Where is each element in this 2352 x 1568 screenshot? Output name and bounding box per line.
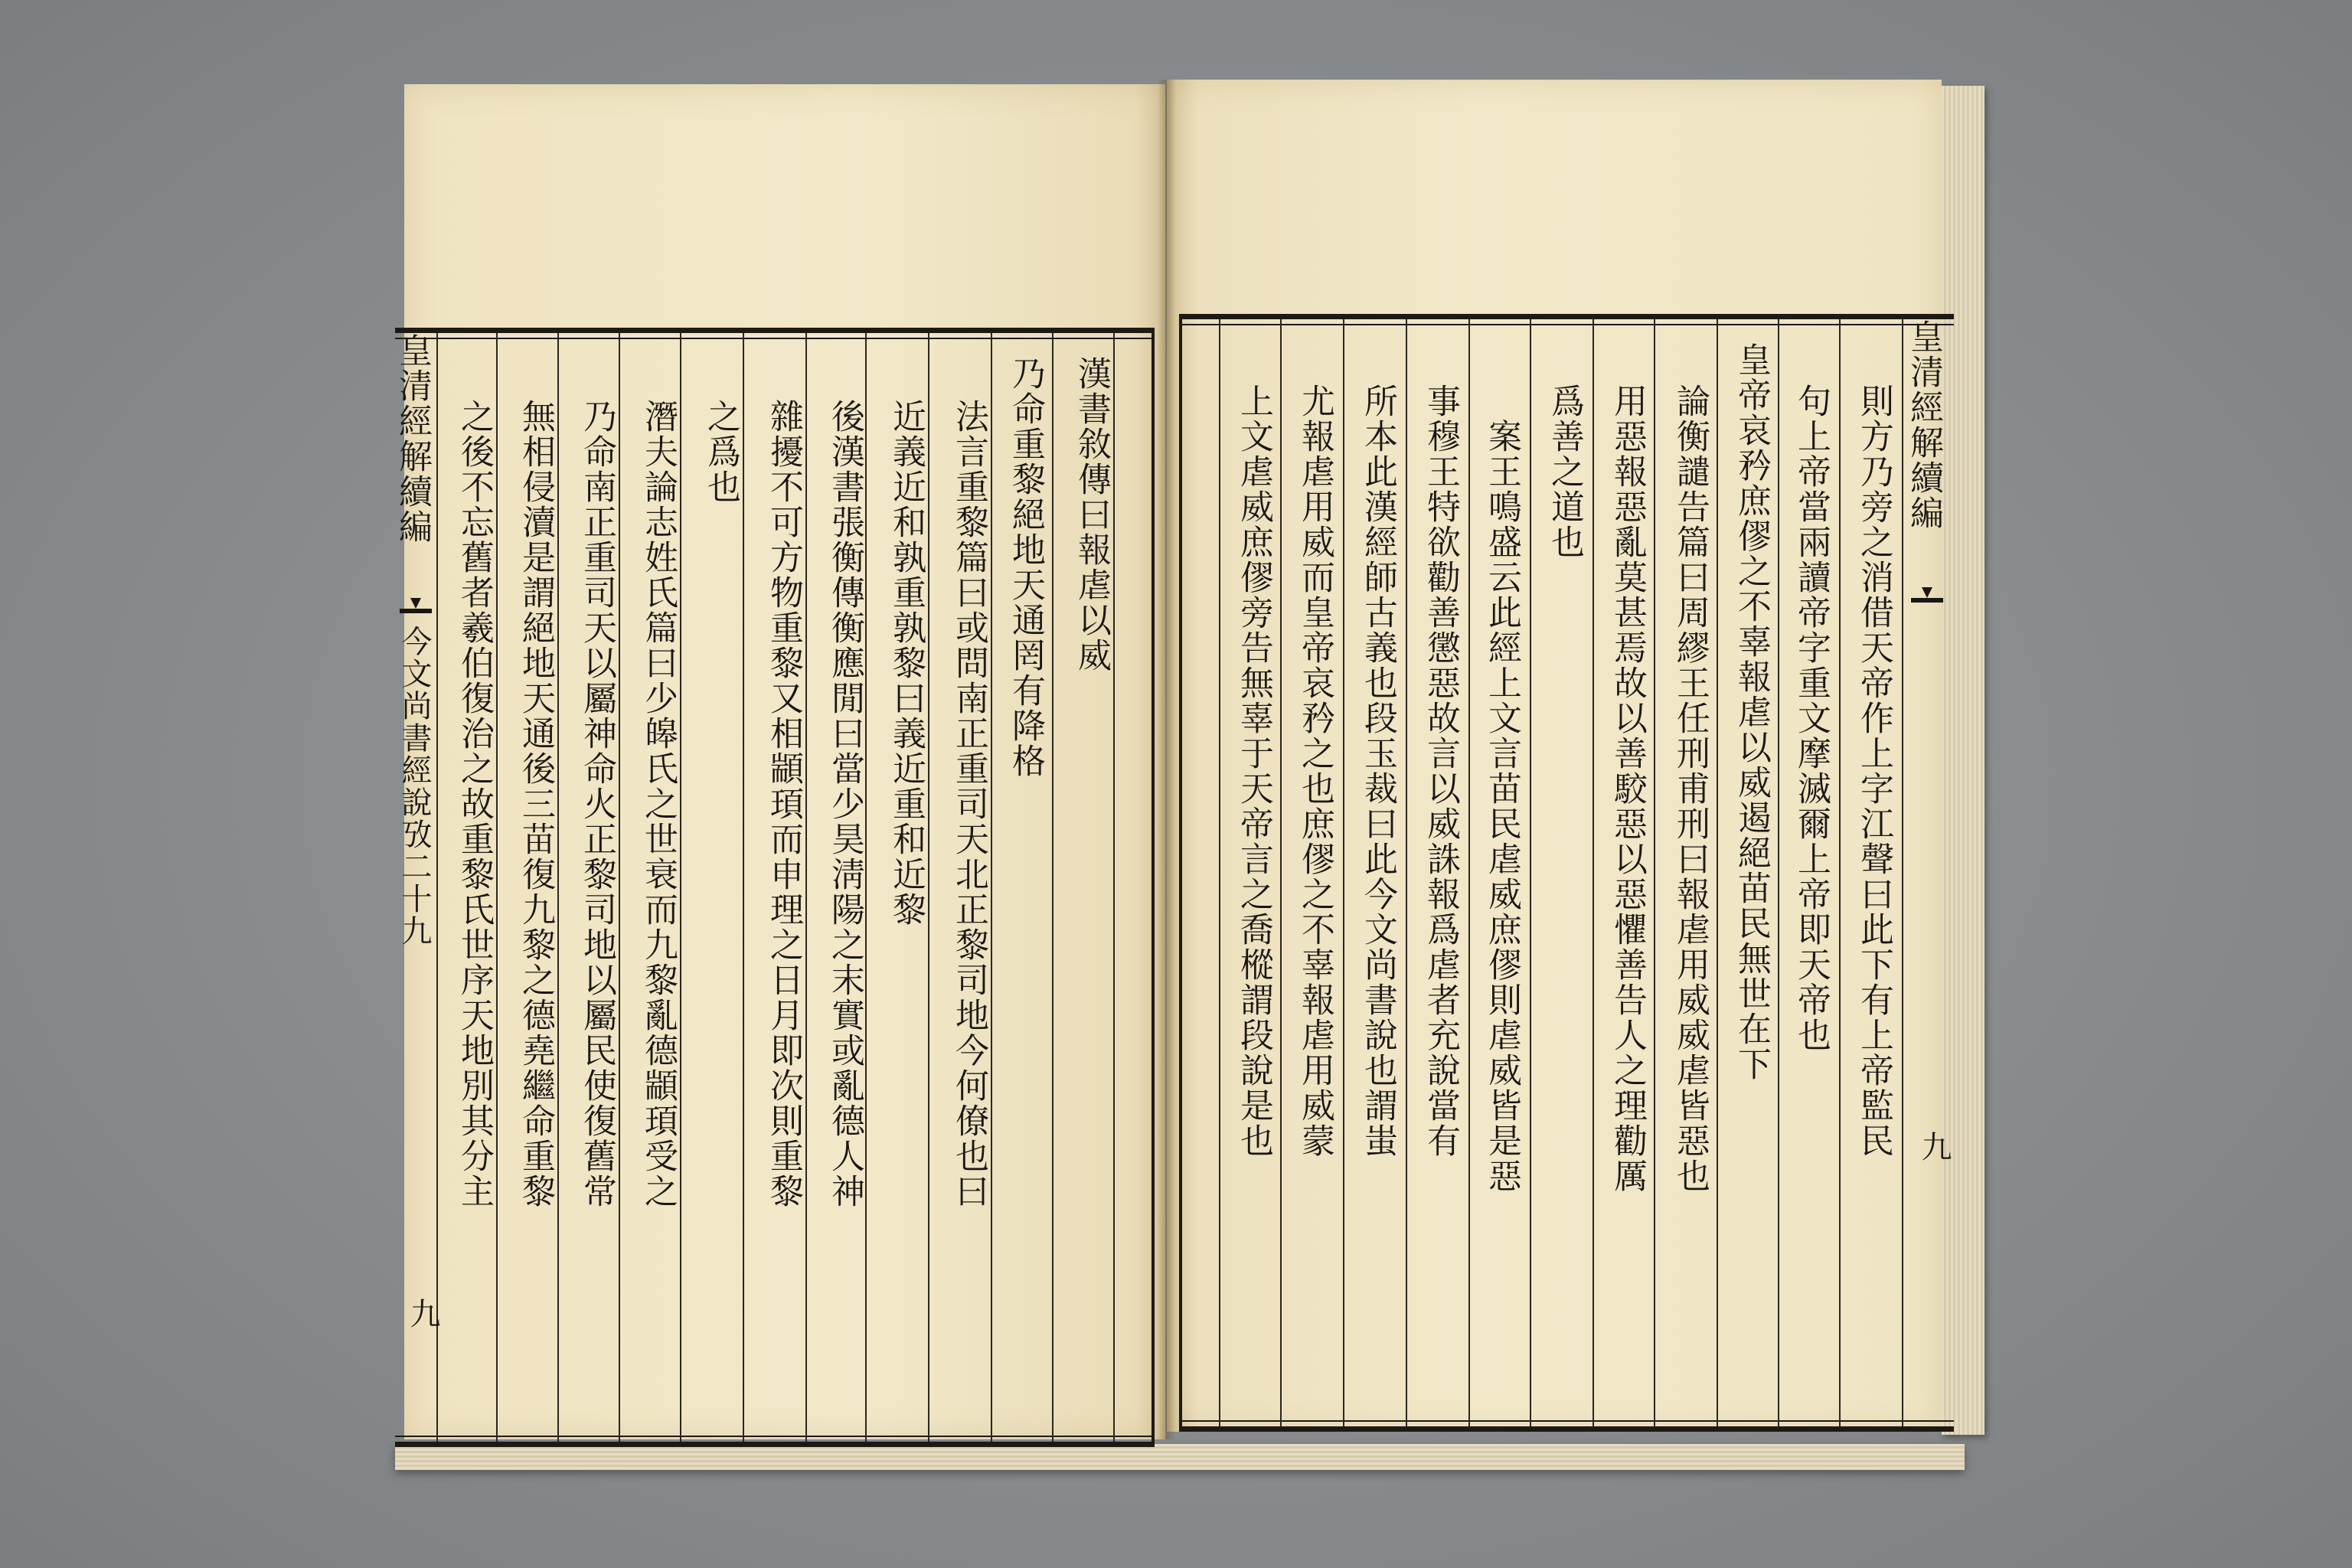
- right-page: [1167, 80, 1952, 1432]
- text-column: 爲善之道也: [1545, 384, 1584, 560]
- text-column: 乃命南正重司天以屬神命火正黎司地以屬民使復舊常: [577, 399, 616, 1209]
- text-column: 之爲也: [701, 399, 740, 505]
- text-column: 潛夫論志姓氏篇曰少皞氏之世衰而九黎亂德顓頊受之: [639, 399, 678, 1209]
- text-column: 上文虐威庶僇旁告無辜于天帝言之喬樅謂段說是也: [1234, 384, 1273, 1158]
- text-column: 漢書敘傳曰報虐以威: [1072, 356, 1111, 673]
- text-column: 無相侵瀆是謂絕地天通後三苗復九黎之德堯繼命重黎: [516, 399, 555, 1209]
- right-leaf-number: 九: [1916, 1131, 1952, 1161]
- page-block-edge-bottom: [395, 1444, 1965, 1470]
- text-column: 乃命重黎絕地天通罔有降格: [1006, 356, 1045, 779]
- right-print-frame: [1179, 314, 1954, 1432]
- text-column: 法言重黎篇曰或問南正重司天北正黎司地今何僚也曰: [949, 399, 988, 1209]
- left-print-frame: [395, 328, 1155, 1447]
- text-column: 句上帝當兩讀帝字重文摩滅爾上帝即天帝也: [1792, 384, 1831, 1053]
- fishtail-mark: [1906, 587, 1948, 613]
- left-margin-label: 皇清經解續編: [393, 333, 432, 544]
- text-column: 用惡報惡亂莫甚焉故以善駮惡以惡懼善告人之理勸厲: [1608, 384, 1647, 1194]
- text-column: 所本此漢經師古義也段玉裁曰此今文尚書說也謂蚩: [1358, 384, 1397, 1158]
- text-column: 案王鳴盛云此經上文言苗民虐威庶僇則虐威皆是惡: [1482, 419, 1521, 1194]
- left-title-line: 今文尚書經說攷二十九: [397, 626, 432, 947]
- left-leaf-number: 九: [405, 1298, 440, 1328]
- text-column: 雜擾不可方物重黎又相顓頊而申理之日月即次則重黎: [764, 399, 803, 1209]
- text-column: 則方乃旁之消借天帝作上字江聲曰此下有上帝監民: [1854, 384, 1893, 1158]
- text-column: 尤報虐用威而皇帝哀矜之也庶僇之不辜報虐用威蒙: [1295, 384, 1334, 1158]
- text-column: 後漢書張衡傳衡應閒曰當少昊淸陽之末實或亂德人神: [825, 399, 864, 1209]
- text-column: 之後不忘舊者羲伯復治之故重黎氏世序天地別其分主: [455, 399, 494, 1209]
- fishtail-mark: [395, 598, 436, 624]
- book-gutter: [1158, 80, 1176, 1439]
- text-column: 論衡譴告篇曰周繆王任刑甫刑曰報虐用威威虐皆惡也: [1671, 384, 1710, 1194]
- left-page: [393, 84, 1165, 1439]
- right-margin-label: 皇清經解續編: [1904, 319, 1943, 531]
- text-column: 近義近和孰重孰黎曰義近重和近黎: [887, 399, 926, 927]
- text-column: 事穆王特欲勸善懲惡故言以威誅報爲虐者充說當有: [1421, 384, 1460, 1158]
- text-column: 皇帝哀矜庶僇之不辜報虐以威遏絕苗民無世在下: [1732, 342, 1771, 1082]
